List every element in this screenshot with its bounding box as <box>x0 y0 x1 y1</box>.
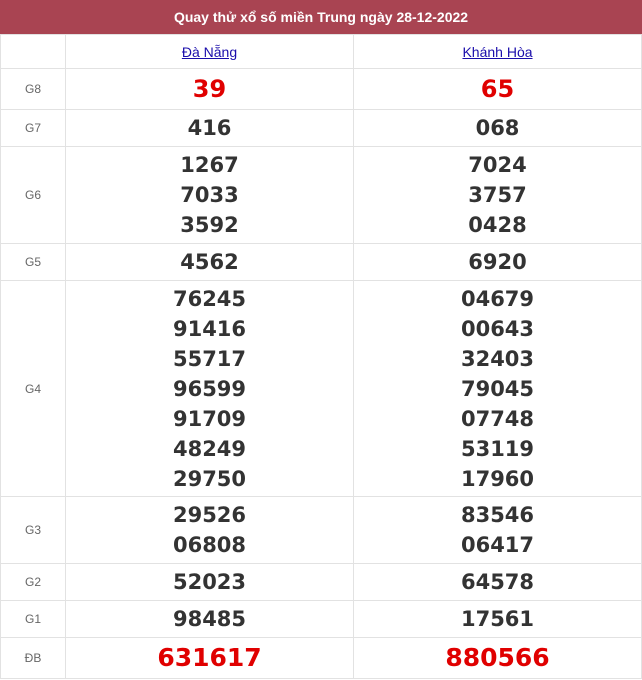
prize-label: G7 <box>1 110 66 147</box>
province-khanhhoa-header <box>354 35 642 69</box>
prize-cell-khanhhoa <box>354 69 642 110</box>
prize-number: 55717 <box>172 346 247 371</box>
province-link-khanhhoa[interactable]: Khánh Hòa <box>462 43 533 60</box>
prize-number: 04679 <box>460 286 535 311</box>
province-link-danang[interactable]: Đà Nẵng <box>181 43 238 60</box>
prize-label: ĐB <box>1 638 66 679</box>
prize-cell-khanhhoa <box>354 564 642 601</box>
prize-cell-khanhhoa <box>354 110 642 147</box>
prize-number: 7033 <box>180 183 239 207</box>
prize-body <box>1 69 642 679</box>
prize-cell-khanhhoa <box>354 497 642 564</box>
prize-number: 3757 <box>468 183 527 207</box>
prize-number: 00643 <box>460 316 535 341</box>
results-table <box>0 34 642 679</box>
prize-number: 91709 <box>172 406 247 431</box>
prize-number: 76245 <box>172 286 247 311</box>
prize-label: G3 <box>1 497 66 564</box>
prize-number: 3592 <box>180 213 239 237</box>
prize-cell-danang <box>66 601 354 638</box>
prize-number: 068 <box>475 116 520 140</box>
prize-number: 53119 <box>460 436 535 461</box>
prize-label: G6 <box>1 147 66 244</box>
prize-number: 79045 <box>460 376 535 401</box>
province-danang-header <box>66 35 354 69</box>
prize-label: G8 <box>1 69 66 110</box>
prize-label: G2 <box>1 564 66 601</box>
prize-number: 06808 <box>172 533 247 557</box>
prize-number: 96599 <box>172 376 247 401</box>
prize-row-g4 <box>1 281 642 497</box>
prize-cell-khanhhoa <box>354 601 642 638</box>
prize-number: 1267 <box>180 153 239 177</box>
prize-cell-danang <box>66 281 354 497</box>
prize-cell-danang <box>66 638 354 679</box>
prize-number: 06417 <box>460 533 535 557</box>
prize-number: 17561 <box>460 607 535 631</box>
prize-row-g8 <box>1 69 642 110</box>
prize-cell-khanhhoa <box>354 147 642 244</box>
prize-row-g7 <box>1 110 642 147</box>
prize-number: 83546 <box>460 503 535 527</box>
header-empty <box>1 35 66 69</box>
prize-cell-danang <box>66 147 354 244</box>
prize-number: 0428 <box>468 213 527 237</box>
prize-cell-khanhhoa <box>354 638 642 679</box>
prize-number: 48249 <box>172 436 247 461</box>
prize-number: 32403 <box>460 346 535 371</box>
prize-row-g1 <box>1 601 642 638</box>
prize-row-g6 <box>1 147 642 244</box>
prize-cell-khanhhoa <box>354 281 642 497</box>
prize-number: 52023 <box>172 570 247 594</box>
prize-number: 880566 <box>445 643 550 672</box>
prize-cell-danang <box>66 110 354 147</box>
prize-row-g5 <box>1 244 642 281</box>
prize-row-g2 <box>1 564 642 601</box>
prize-row-g3 <box>1 497 642 564</box>
prize-number: 07748 <box>460 406 535 431</box>
prize-label: G1 <box>1 601 66 638</box>
prize-number: 91416 <box>172 316 247 341</box>
prize-cell-danang <box>66 497 354 564</box>
prize-cell-khanhhoa <box>354 244 642 281</box>
prize-number: 29750 <box>172 466 247 491</box>
prize-number: 64578 <box>460 570 535 594</box>
prize-cell-danang <box>66 69 354 110</box>
province-header-row <box>1 35 642 69</box>
prize-number: 6920 <box>468 250 527 274</box>
prize-number: 29526 <box>172 503 247 527</box>
prize-label: G4 <box>1 281 66 497</box>
prize-number: 631617 <box>157 643 262 672</box>
prize-row-db <box>1 638 642 679</box>
prize-number: 416 <box>187 116 232 140</box>
results-title: Quay thử xổ số miền Trung ngày 28-12-2022 <box>0 0 642 34</box>
prize-number: 98485 <box>172 607 247 631</box>
prize-cell-danang <box>66 564 354 601</box>
prize-number: 65 <box>480 75 515 103</box>
prize-number: 39 <box>192 75 227 103</box>
prize-label: G5 <box>1 244 66 281</box>
prize-number: 4562 <box>180 250 239 274</box>
prize-number: 7024 <box>468 153 527 177</box>
prize-cell-danang <box>66 244 354 281</box>
prize-number: 17960 <box>460 466 535 491</box>
